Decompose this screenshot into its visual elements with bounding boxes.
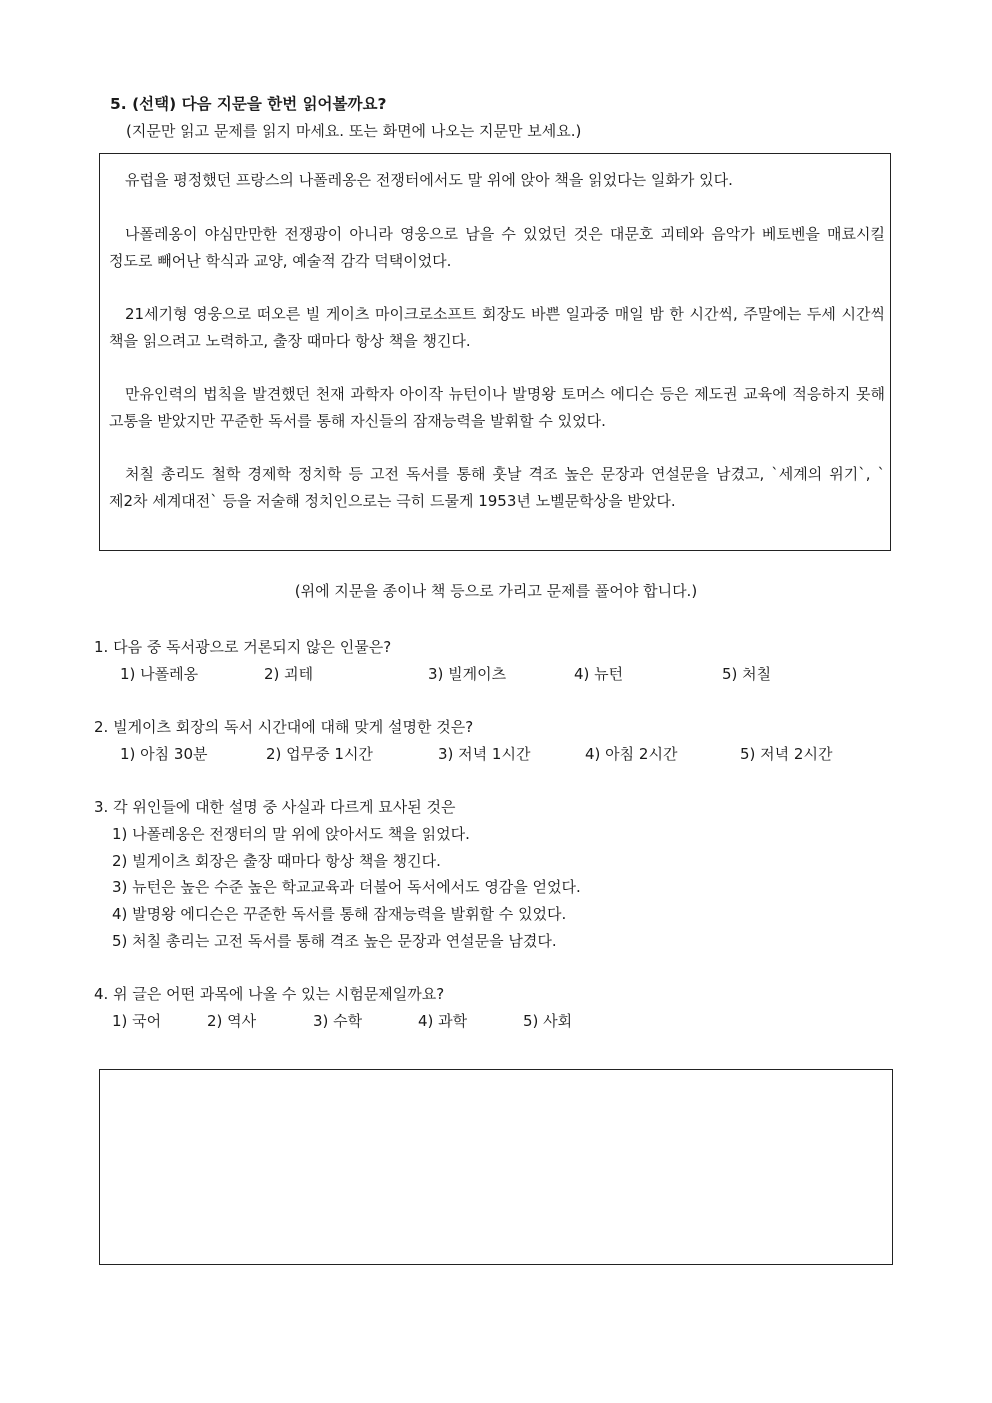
question-4-option-4[interactable]: 4) 과학 [418, 1012, 468, 1030]
section-instruction: (지문만 읽고 문제를 읽지 마세요. 또는 화면에 나오는 지문만 보세요.) [126, 122, 582, 140]
question-2-option-1[interactable]: 1) 아침 30분 [120, 745, 208, 763]
section-title: 5. (선택) 다음 지문을 한번 읽어볼까요? [110, 95, 387, 113]
cover-instruction: (위에 지문을 종이나 책 등으로 가리고 문제를 풀어야 합니다.) [294, 582, 698, 600]
question-2-option-5[interactable]: 5) 저녁 2시간 [740, 745, 833, 763]
question-2-option-3[interactable]: 3) 저녁 1시간 [438, 745, 531, 763]
question-4-option-1[interactable]: 1) 국어 [112, 1012, 162, 1030]
question-4-option-2[interactable]: 2) 역사 [207, 1012, 257, 1030]
question-3-option-3[interactable]: 3) 뉴턴은 높은 수준 높은 학교교육과 더불어 독서에서도 영감을 얻었다. [112, 878, 581, 896]
question-4-option-5[interactable]: 5) 사회 [523, 1012, 573, 1030]
answer-box[interactable] [99, 1069, 893, 1265]
passage-paragraph-newton-edison: 만유인력의 법칙을 발견했던 천재 과학자 아이작 뉴턴이나 발명왕 토머스 에디슨 등은 제도권 교육에 적응하지 못해 고통을 받았지만 꾸준한 독서를 통해 자신들의 잠재능력을 발휘할 수 있었다. [109, 385, 885, 430]
passage-box [99, 153, 891, 551]
question-3-option-4[interactable]: 4) 발명왕 에디슨은 꾸준한 독서를 통해 잠재능력을 발휘할 수 있었다. [112, 905, 567, 923]
question-2-option-4[interactable]: 4) 아침 2시간 [585, 745, 678, 763]
passage-paragraph-bill-gates: 21세기형 영웅으로 떠오른 빌 게이츠 마이크로소프트 회장도 바쁜 일과중 매일 밤 한 시간씩, 주말에는 두세 시간씩 책을 읽으려고 노력하고, 출장 때마다 항상 책을 챙긴다. [109, 305, 885, 350]
question-1-option-1[interactable]: 1) 나폴레옹 [120, 665, 199, 683]
question-2-prompt: 2. 빌게이츠 회장의 독서 시간대에 대해 맞게 설명한 것은? [94, 718, 474, 736]
question-3-option-5[interactable]: 5) 처칠 총리는 고전 독서를 통해 격조 높은 문장과 연설문을 남겼다. [112, 932, 557, 950]
question-3-option-2[interactable]: 2) 빌게이츠 회장은 출장 때마다 항상 책을 챙긴다. [112, 852, 441, 870]
passage-paragraph-churchill: 처칠 총리도 철학 경제학 정치학 등 고전 독서를 통해 훗날 격조 높은 문장과 연설문을 남겼고, `세계의 위기`, `제2차 세계대전` 등을 저술해 정치인으로는 극히 드물게 1953년 노벨문학상을 받았다. [109, 465, 885, 510]
question-3-option-1[interactable]: 1) 나폴레옹은 전쟁터의 말 위에 앉아서도 책을 읽었다. [112, 825, 470, 843]
question-3-prompt: 3. 각 위인들에 대한 설명 중 사실과 다르게 묘사된 것은 [94, 798, 456, 816]
question-4-option-3[interactable]: 3) 수학 [313, 1012, 363, 1030]
question-4-prompt: 4. 위 글은 어떤 과목에 나올 수 있는 시험문제일까요? [94, 985, 445, 1003]
question-2-option-2[interactable]: 2) 업무중 1시간 [266, 745, 373, 763]
passage-paragraph-napoleon-hero: 나폴레옹이 야심만만한 전쟁광이 아니라 영웅으로 남을 수 있었던 것은 대문호 괴테와 음악가 베토벤을 매료시킬 정도로 빼어난 학식과 교양, 예술적 감각 덕택이었다. [109, 225, 885, 270]
question-1-option-2[interactable]: 2) 괴테 [264, 665, 314, 683]
question-1-prompt: 1. 다음 중 독서광으로 거론되지 않은 인물은? [94, 638, 392, 656]
question-1-option-3[interactable]: 3) 빌게이츠 [428, 665, 507, 683]
question-1-option-5[interactable]: 5) 처칠 [722, 665, 772, 683]
question-1-option-4[interactable]: 4) 뉴턴 [574, 665, 624, 683]
passage-paragraph-napoleon-anecdote: 유럽을 평정했던 프랑스의 나폴레옹은 전쟁터에서도 말 위에 앉아 책을 읽었다는 일화가 있다. [125, 171, 733, 189]
